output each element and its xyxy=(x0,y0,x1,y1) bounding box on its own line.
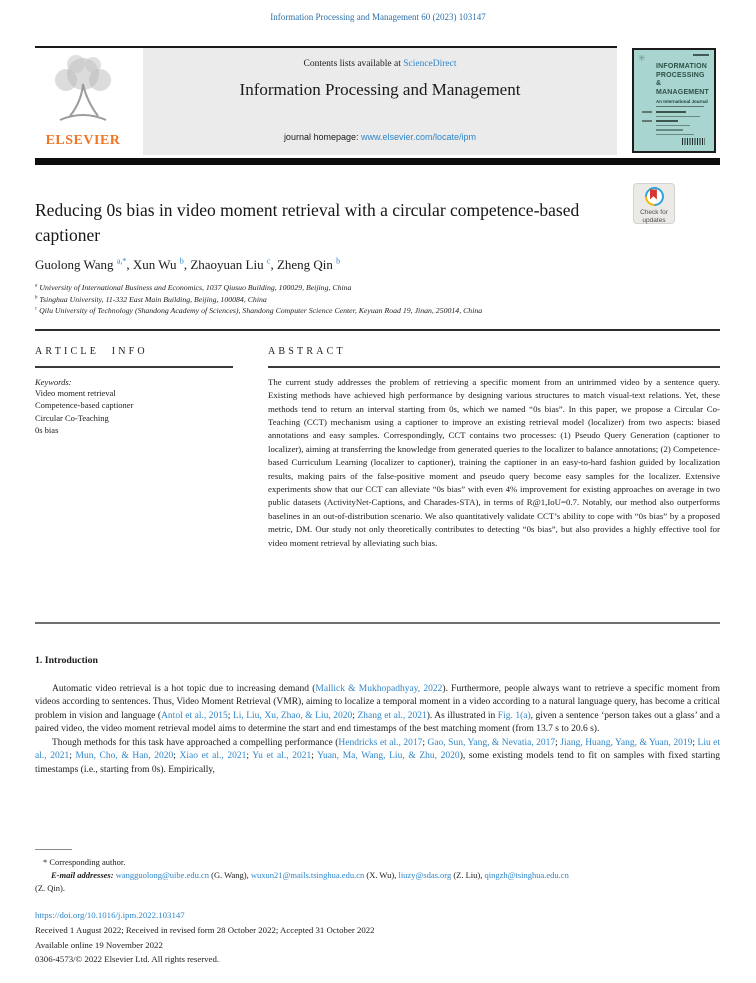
cover-title: INFORMATION PROCESSING & MANAGEMENT xyxy=(656,63,709,96)
homepage-link[interactable]: www.elsevier.com/locate/ipm xyxy=(361,132,477,142)
abstract-rule xyxy=(268,366,720,368)
citation-link[interactable]: Yuan, Ma, Wang, Liu, & Zhu, 2020 xyxy=(317,751,460,762)
sciencedirect-link[interactable]: ScienceDirect xyxy=(403,59,457,69)
journal-citation-header[interactable]: Information Processing and Management 60 (2023) 103147 xyxy=(270,12,486,22)
check-for-updates-badge[interactable] xyxy=(633,183,675,224)
keyword: Circular Co-Teaching xyxy=(35,412,109,423)
citation-link[interactable]: Yu et al., 2021 xyxy=(252,751,312,762)
keywords-label: Keywords: xyxy=(35,376,72,387)
bookmark-icon xyxy=(649,189,656,199)
doi-link[interactable]: https://doi.org/10.1016/j.ipm.2022.103147 xyxy=(35,910,185,920)
article-info-rule xyxy=(35,366,233,368)
citation-link[interactable]: Li, Liu, Xu, Zhao, & Liu, 2020 xyxy=(232,710,353,721)
received-dates: Received 1 August 2022; Received in revised form 28 October 2022; Accepted 31 October 2022 xyxy=(35,924,375,935)
keyword: 0s bias xyxy=(35,425,59,436)
author-affil-sup[interactable]: a,* xyxy=(116,256,127,266)
introduction-heading: 1. Introduction xyxy=(35,655,98,666)
article-info-heading: ARTICLE INFO xyxy=(35,346,148,357)
email-addresses-line: E-mail addresses: wangguolong@uibe.edu.cn (G. Wang), wuxun21@mails.tsinghua.edu.cn (X. Wu), liuzy@sdas.org (Z. Liu), qingzh@tsinghua.edu.cn xyxy=(51,870,569,880)
footnote-rule xyxy=(35,849,72,850)
intro-paragraph-1: Automatic video retrieval is a hot topic due to increasing demand (Mallick & Mukhopadhyay, 2022). Furthermore, people always want to retrieve a specific moment from videos according to sentences. Thus, Video Moment Retrieval (VMR), aiming to localize a temporal moment in a video according to a natural language query, has become a critical problem in vision and language (Antol et al., 2015; Li, Liu, Xu, Zhao, & Liu, 2020; Zhang et al., 2021). As illustrated in Fig. 1(a), given a sentence ‘person takes out a glass’ and a paired video, the video moment retrieval model aims to determine the start and end timestamps of the best matching moment (from 13.7 s to 20.6 s). xyxy=(35,684,721,735)
available-online: Available online 19 November 2022 xyxy=(35,939,163,950)
footnote-block xyxy=(35,849,720,895)
elsevier-tree-icon xyxy=(33,50,133,132)
email-link[interactable]: wuxun21@mails.tsinghua.edu.cn xyxy=(250,870,365,880)
citation-link[interactable]: Antol et al., 2015 xyxy=(161,710,228,721)
journal-banner xyxy=(143,48,617,155)
journal-title: Information Processing and Management xyxy=(239,80,521,99)
abstract-heading: ABSTRACT xyxy=(268,346,346,357)
contents-line: Contents lists available at ScienceDirect xyxy=(303,59,457,69)
author-affil-sup[interactable]: b xyxy=(336,256,341,266)
citation-link[interactable]: Jiang, Huang, Yang, & Yuan, 2019 xyxy=(560,737,693,748)
keyword: Competence-based captioner xyxy=(35,400,134,411)
keyword: Video moment retrieval xyxy=(35,387,116,398)
check-updates-label: Check for updates xyxy=(640,209,668,224)
elsevier-wordmark: ELSEVIER xyxy=(45,133,121,148)
cover-divider xyxy=(656,106,704,107)
email-link[interactable]: liuzy@sdas.org xyxy=(398,870,452,880)
article-info-column xyxy=(35,346,233,437)
journal-cover-thumbnail[interactable] xyxy=(632,48,716,153)
article-title: Reducing 0s bias in video moment retrieval with a circular competence-based captioner xyxy=(35,200,580,245)
email-addresses-continuation: (Z. Qin). xyxy=(35,883,65,893)
header-black-bar xyxy=(35,158,720,165)
barcode-icon xyxy=(682,138,705,145)
affiliation-c: $^c$ Qilu University of Technology (Shandong Academy of Sciences), Shandong Computer Science Center, Keyuan Road 19, Jinan, 250014, China xyxy=(35,306,483,315)
imprint-block xyxy=(35,908,720,967)
citation-link[interactable]: Mun, Cho, & Han, 2020 xyxy=(75,751,174,762)
citation-link[interactable]: Mallick & Mukhopadhyay, 2022 xyxy=(315,684,443,694)
author-affil-sup[interactable]: b xyxy=(179,256,184,266)
email-link[interactable]: qingzh@tsinghua.edu.cn xyxy=(484,870,569,880)
affiliations xyxy=(35,282,735,317)
email-link[interactable]: wangguolong@uibe.edu.cn xyxy=(115,870,209,880)
abstract-column xyxy=(268,346,720,550)
author-line: Guolong Wang $^{a,*}$, Xun Wu $^b$, Zhaoyuan Liu $^c$, Zheng Qin $^b$ xyxy=(35,256,341,272)
citation-link[interactable]: Liu et al., 2021 xyxy=(35,737,721,762)
author-affil-sup[interactable]: c xyxy=(266,256,271,266)
abstract-text: The current study addresses the problem of retrieving a specific moment from an untrimmed video by a sentence query. Existing methods have achieved high performance by designing various structures to match visual-text relations. Yet, these methods tend to return an interval starting from 0s, which we named “0s bias”. In this paper, we propose a Circular Co-Teaching (CCT) mechanism using a captioner to improve an existing retrieval model (localizer) from two aspects: biased annotations and easy samples. Correspondingly, CCT contains two processes: (1) Pseudo Query Generation (captioner to localizer), aiming at transferring the knowledge from generated queries to the localizer to balance annotations; (2) Competence-based Curriculum Learning (localizer to captioner), training the captioner in an easy-to-hard fashion guided by localization results, making pairs of the false-positive moment and pseudo query become easy samples for the localizer. Extensive experiments show that our CCT can alleviate “0s bias” with even 4% improvement for existing approaches on average in two public datasets (ActivityNet-Captions, and Charades-STA), in terms of R@1,IoU=0.7. Notably, our method also outperforms baselines in an out-of-distribution scenario. We also quantitatively validate CCT’s ability to cope with “0s bias” by a proposed metric, DM. Our study not only theoretically contributes to detecting “0s bias”, but also provides a highly effective tool for video moment retrieval by alleviating such bias. xyxy=(268,376,720,548)
section-divider-rule xyxy=(35,622,720,624)
elsevier-logo[interactable] xyxy=(33,50,133,155)
introduction-section xyxy=(35,655,720,777)
citation-link[interactable]: Zhang et al., 2021 xyxy=(357,710,427,721)
citation-link[interactable]: Hendricks et al., 2017 xyxy=(338,737,423,748)
homepage-line: journal homepage: www.elsevier.com/locate/ipm xyxy=(283,132,477,142)
figure-link[interactable]: Fig. 1(a) xyxy=(497,710,531,721)
cover-elsevier-mini-logo-icon: ✳ xyxy=(638,53,646,63)
cover-fineprint-bars xyxy=(642,111,708,138)
cover-issn-bar xyxy=(693,54,709,56)
cover-subtitle: An International Journal xyxy=(656,99,708,104)
intro-paragraph-2: Though methods for this task have approached a compelling performance (Hendricks et al., 2017; Gao, Sun, Yang, & Nevatia, 2017; Jiang, Huang, Yang, & Yuan, 2019; Liu et al., 2021; Mun, Cho, & Han, 2020; Xiao et al., 2021; Yu et al., 2021; Yuan, Ma, Wang, Liu, & Zhu, 2020), some existing models tend to fit on samples with fixed starting timestamps (i.e., starting from 0s). Empirically, xyxy=(35,737,721,775)
corresponding-author-note: * Corresponding author. xyxy=(43,857,126,867)
affiliation-a: $^a$ University of International Business and Economics, 1037 Qiusuo Building, 100029, Beijing, China xyxy=(35,283,352,292)
affiliation-rule xyxy=(35,329,720,331)
affiliation-b: $^b$ Tsinghua University, 11-332 East Main Building, Beijing, 100084, China xyxy=(35,294,267,304)
citation-link[interactable]: Gao, Sun, Yang, & Nevatia, 2017 xyxy=(427,737,556,748)
check-updates-ring-icon xyxy=(641,183,668,210)
issn-copyright: 0306-4573/© 2022 Elsevier Ltd. All rights reserved. xyxy=(35,954,220,965)
citation-link[interactable]: Xiao et al., 2021 xyxy=(179,751,247,762)
